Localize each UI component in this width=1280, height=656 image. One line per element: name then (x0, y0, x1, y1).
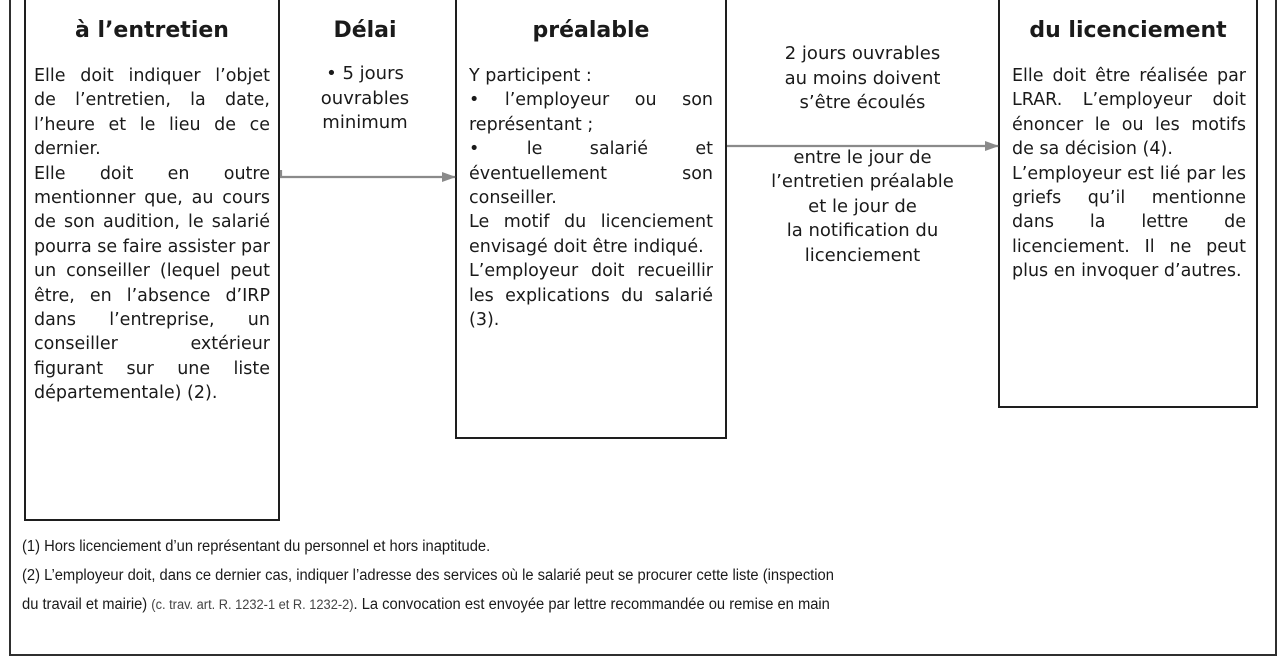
convocation-paragraph: Elle doit indiquer l’objet de l’entretien, la date, l’heure et le lieu de ce dernier. (34, 66, 270, 160)
delay-top-line: au moins doivent (784, 67, 941, 89)
entretien-paragraph: • le salarié et éventuellement son conseiller. (469, 139, 713, 209)
entretien-paragraph: Le motif du licenciement envisagé doit être indiqué. (469, 212, 713, 257)
delai-line: minimum (322, 112, 408, 133)
delay-bottom-line: entre le jour de (793, 146, 932, 168)
arrow-convocation-to-entretien (281, 170, 455, 177)
footnote-2-part-b: . La convocation est envoyée par lettre recommandée ou remise en main (353, 596, 830, 613)
delay-bottom-line: et le jour de (808, 195, 917, 217)
footnotes (22, 532, 1200, 619)
convocation-title: à l’entretien (75, 18, 229, 43)
entretien-paragraph: Y participent : (469, 66, 592, 86)
delay-bottom-line: l’entretien préalable (771, 171, 954, 192)
delay-bottom-line: la notification du (786, 220, 939, 241)
delai-line: • 5 jours (326, 63, 404, 84)
delay-bottom-line: licenciement (804, 244, 921, 266)
entretien-title: préalable (532, 18, 650, 43)
footnote-2-continued (22, 590, 1200, 619)
legal-reference: (c. trav. art. R. 1232-1 et R. 1232-2) (151, 597, 354, 612)
footnote-2: (2) L’employeur doit, dans ce dernier cas, indiquer l’adresse des services où le salarié peut se procurer cette liste (inspection (22, 567, 834, 584)
notification-paragraph: L’employeur est lié par les griefs qu’il mentionne dans la lettre de licenciement. Il ne peut plus en invoquer d’autres. (1012, 163, 1246, 282)
footnote-1: (1) Hors licenciement d’un représentant du personnel et hors inaptitude. (22, 538, 491, 555)
delai-title: Délai (333, 18, 397, 43)
notification-paragraph: Elle doit être réalisée par LRAR. L’employeur doit énoncer le ou les motifs de sa décision (4). (1012, 66, 1246, 160)
notification-title: du licenciement (1029, 18, 1227, 43)
convocation-paragraph: Elle doit en outre mentionner que, au cours de son audition, le salarié pourra se faire assister par un conseiller (lequel peut être, en l’absence d’IRP dans l’entreprise, un conseiller extérieur figurant sur une liste départementale) (2). (34, 163, 270, 404)
delay-top-line: s’être écoulés (799, 92, 926, 113)
entretien-paragraph: L’employeur doit recueillir les explications du salarié (3). (469, 261, 713, 331)
entretien-paragraph: • l’employeur ou son représentant ; (469, 90, 713, 135)
delai-line: ouvrables (320, 87, 410, 109)
delay-top-line: 2 jours ouvrables (784, 43, 941, 64)
footnote-2-part-a: du travail et mairie) (22, 596, 148, 613)
